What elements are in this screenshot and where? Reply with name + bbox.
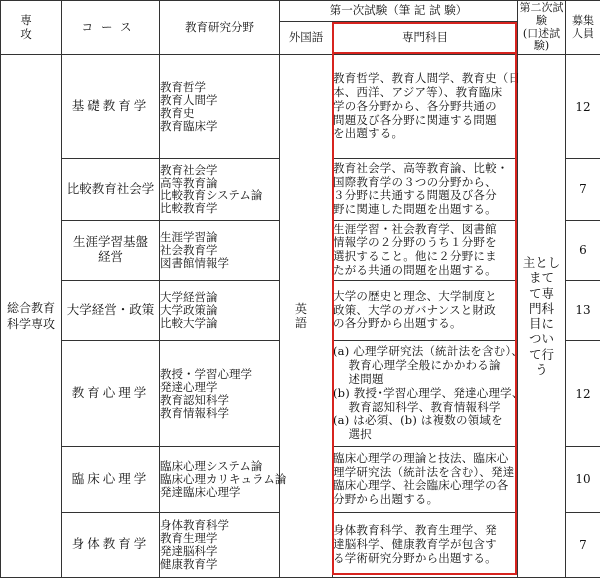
subject-line: 臨床心理学の理論と技法、臨床心 [333, 450, 509, 465]
second-exam-line: 門科 [528, 300, 554, 316]
field-item: 大学経営論 [160, 290, 218, 305]
field-item: 生涯学習論 [160, 229, 218, 244]
specialized-subject-text [333, 55, 521, 159]
field-item: 比較教育学 [160, 201, 218, 216]
quota-value: 10 [566, 447, 600, 512]
specialized-subject-text [333, 341, 524, 447]
quota-value: 7 [566, 512, 600, 577]
subject-line: 政策、大学のガバナンスと財政 [333, 302, 496, 317]
header-quota-line2: 人員 [572, 26, 594, 40]
specialized-subject-text [333, 280, 518, 340]
header-specialized: 専門科目 [333, 22, 518, 55]
subject-line: 分野から出題する。 [333, 492, 439, 507]
field-item: 発達脳科学 [160, 543, 218, 558]
field-item: 教授・学習心理学 [160, 366, 252, 381]
field-item: 教育史 [160, 105, 195, 120]
specialized-subject-text [333, 512, 518, 577]
header-quota [566, 1, 600, 55]
course-name: 教育心理学 [62, 341, 160, 447]
second-exam-line: 目に [528, 316, 554, 332]
subject-line: 教育心理学全般にかかわる論 [333, 358, 501, 373]
subject-line: 述問題 [333, 371, 384, 386]
specialized-subject-text [333, 220, 518, 280]
subject-line: 臨床心理学、社会臨床心理学の各 [333, 478, 509, 493]
subject-line: の各分野から出題する。 [333, 316, 462, 331]
subject-line: 教育哲学、教育人間学、教育史（日 [333, 71, 521, 86]
specialized-subject-text [333, 447, 518, 512]
field-list [160, 220, 280, 280]
course-name: 大学経営・政策 [62, 280, 160, 340]
second-exam-line: う [535, 361, 548, 377]
header-quota-line1: 募集 [572, 13, 594, 27]
subject-line: る学術研究分野から出題する。 [333, 550, 497, 565]
quota-value: 6 [566, 220, 600, 280]
field-item: 教育人間学 [160, 92, 218, 107]
subject-line: 身体教育科学、教育生理学、発 [333, 523, 497, 538]
course-name: 基礎教育学 [62, 55, 160, 159]
subject-line: (a) 心理学研究法（統計法を含む）、 [333, 344, 524, 359]
subject-line: 選択すること。他に２分野にま [333, 249, 497, 264]
quota-value: 7 [566, 159, 600, 220]
header-second-exam-line2: (口述試験) [522, 26, 561, 53]
subject-line: 選択 [333, 427, 372, 442]
subject-line: を出題する。 [333, 126, 404, 141]
subject-line: 情報学の２分野のうち１分野を [333, 235, 497, 250]
field-item: 臨床心理システム論 [160, 459, 263, 474]
quota-value: 12 [566, 341, 600, 447]
second-exam-line: て専 [528, 285, 554, 301]
quota-value: 13 [566, 280, 600, 340]
subject-line: 理学研究法（統計法を含む）、発達 [333, 464, 515, 479]
field-item: 教育生理学 [160, 530, 218, 545]
subject-line: ３分野に共通する問題及び各分 [333, 188, 497, 203]
major-cell [1, 55, 62, 578]
header-second-exam [518, 1, 566, 55]
subject-line: 学の各分野から、各分野共通の [333, 98, 497, 113]
field-item: 社会教育学 [160, 242, 218, 257]
field-item: 比較教育システム論 [160, 188, 263, 203]
subject-line: 生涯学習・社会教育学、図書館 [333, 221, 497, 236]
field-item: 健康教育学 [160, 556, 218, 571]
field-item: 発達臨床心理学 [160, 484, 241, 499]
header-major: 専 攻 [1, 1, 62, 55]
subject-line: たがる共通の問題を出題する。 [333, 262, 497, 277]
subject-line: (a) は必須、(b) は複数の領域を [333, 413, 503, 428]
field-item: 身体教育科学 [160, 518, 229, 533]
field-item: 臨床心理カリキュラム論 [160, 471, 287, 486]
course-name: 身体教育学 [62, 512, 160, 577]
header-second-exam-line1: 第二次試験 [519, 1, 564, 27]
second-exam-cell [518, 55, 566, 578]
major-name-line2: 科学専攻 [6, 317, 55, 332]
course-name: 臨床心理学 [62, 447, 160, 512]
subject-line: 教育認知科学、教育情報科学 [333, 399, 501, 414]
subject-line: 野に関連した問題を出題する。 [333, 202, 497, 217]
field-item: 高等教育論 [160, 175, 218, 190]
field-list [160, 447, 287, 512]
second-exam-line: て行 [528, 346, 554, 362]
course-name-line1: 生涯学習基盤 [72, 234, 148, 250]
field-item: 教育社会学 [160, 162, 218, 177]
specialized-subject-text [333, 159, 518, 220]
field-item: 大学政策論 [160, 302, 218, 317]
course-name-line2: 経営 [97, 249, 123, 265]
subject-line: 問題及び各分野に関連する問題 [333, 112, 497, 127]
foreign-language-cell: 英 語 [280, 55, 333, 578]
subject-line: 大学の歴史と理念、大学制度と [333, 288, 497, 303]
course-name: 比較教育社会学 [62, 159, 160, 220]
course-name [62, 220, 160, 280]
quota-value: 12 [566, 55, 600, 159]
header-field: 教育研究分野 [160, 1, 280, 55]
subject-line: 教育社会学、高等教育論、比較・ [333, 160, 509, 175]
field-list [160, 280, 280, 340]
field-item: 教育哲学 [160, 79, 206, 94]
field-item: 教育情報科学 [160, 405, 229, 420]
field-list [160, 341, 280, 447]
second-exam-line: つい [528, 331, 554, 347]
second-exam-line: 主としまて [522, 255, 561, 286]
subject-line: (b) 教授･学習心理学、発達心理学、 [333, 385, 524, 400]
header-foreign-language: 外国語 [280, 22, 333, 55]
subject-line: 国際教育学の３つの分野から、 [333, 174, 497, 189]
field-item: 比較大学論 [160, 315, 218, 330]
field-item: 教育臨床学 [160, 118, 218, 133]
field-item: 発達心理学 [160, 379, 218, 394]
field-item: 教育認知科学 [160, 392, 229, 407]
field-list [160, 159, 280, 220]
field-list [160, 512, 280, 577]
subject-line: 達脳科学、健康教育学が包含す [333, 536, 497, 551]
header-first-exam: 第一次試験（筆 記 試 験） [280, 1, 518, 22]
header-course: コース [62, 1, 160, 55]
subject-line: 本、西洋、アジア等）、教育臨床 [333, 84, 503, 99]
field-item: 図書館情報学 [160, 255, 229, 270]
field-list [160, 55, 280, 159]
major-name-line1: 総合教育 [6, 300, 55, 315]
